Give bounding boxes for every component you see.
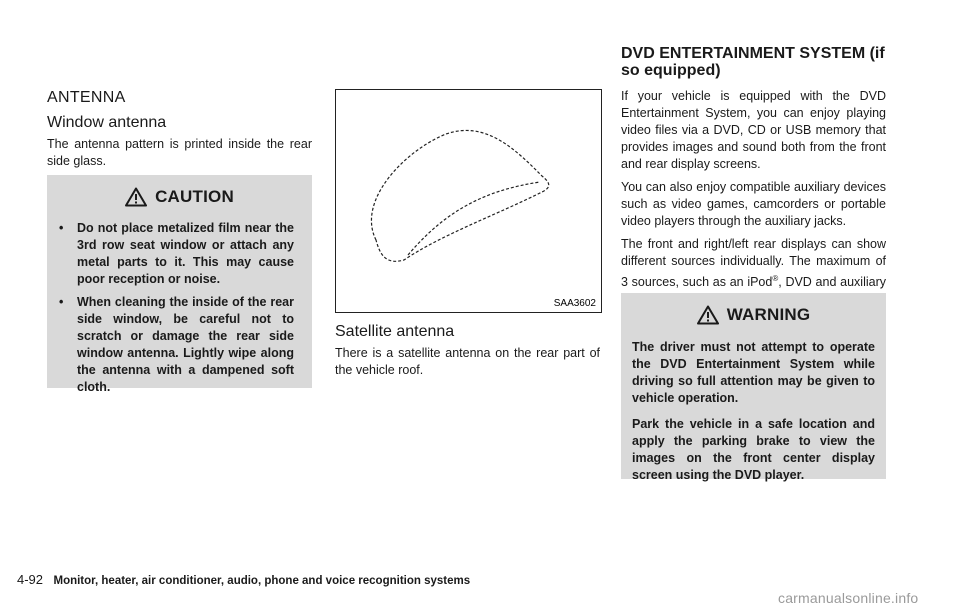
watermark: carmanualsonline.info [778,590,919,606]
section-title: ANTENNA [47,89,126,106]
figure-id: SAA3602 [553,298,596,309]
warning-triangle-icon [125,187,147,207]
antenna-figure [335,89,602,313]
satellite-antenna-heading: Satellite antenna [335,323,455,340]
warning-text [632,339,875,484]
dvd-paragraph-2: You can also enjoy compatible auxiliary devices such as video games, camcorders or portable video players through the auxiliary jacks. [621,180,886,228]
satellite-antenna-text: There is a satellite antenna on the rear part of the vehicle roof. [335,346,600,377]
window-antenna-heading: Window antenna [47,114,167,131]
registered-mark: ® [772,274,779,283]
warning-box [621,293,886,482]
caution-heading: CAUTION [155,187,234,206]
rear-window-antenna-diagram [336,90,601,312]
dvd-system-heading [621,45,891,79]
caution-header [47,187,312,207]
warning-paragraph: The driver must not attempt to operate the DVD Entertainment System while driving so full attention may be given to vehicle operation. [632,340,875,405]
window-antenna-text: The antenna pattern is printed inside the rear side glass. [47,137,312,168]
dvd-paragraph-1: If your vehicle is equipped with the DVD Entertainment System, you can enjoy playing video files via a DVD, CD or USB memory that provides images and sound both from the front and rear display screens. [621,89,886,171]
chapter-title: Monitor, heater, air conditioner, audio, phone and voice recognition systems [53,575,471,587]
warning-triangle-icon [697,305,719,325]
dvd-heading-line-1: DVD ENTERTAINMENT SYSTEM (if [621,45,885,62]
page-number: 4-92 [17,572,44,587]
dvd-heading-line-2: so equipped) [621,62,721,79]
warning-paragraph: Park the vehicle in a safe location and apply the parking brake to view the images on the front center display screen using the DVD player. [632,417,875,482]
warning-header [621,305,886,325]
dvd-paragraph-3-part-b: , DVD and auxiliary [778,275,886,290]
caution-item: • When cleaning the inside of the rear side window, be careful not to scratch or damage the rear side window antenna. Lightly wipe along the antenna with a dampened soft cloth. [57,294,294,396]
caution-list [57,220,294,396]
caution-item: • Do not place metalized film near the 3rd row seat window or attach any metal parts to it. This may cause poor reception or noise. [57,220,294,288]
warning-heading: WARNING [726,305,811,324]
dvd-paragraph-3-part-a: The front and right/left rear displays can show different sources individually. The maximum of 3 sources, such as an iPod [621,237,886,290]
page-footer [17,571,470,589]
dvd-body [621,88,886,308]
caution-box [47,175,312,394]
